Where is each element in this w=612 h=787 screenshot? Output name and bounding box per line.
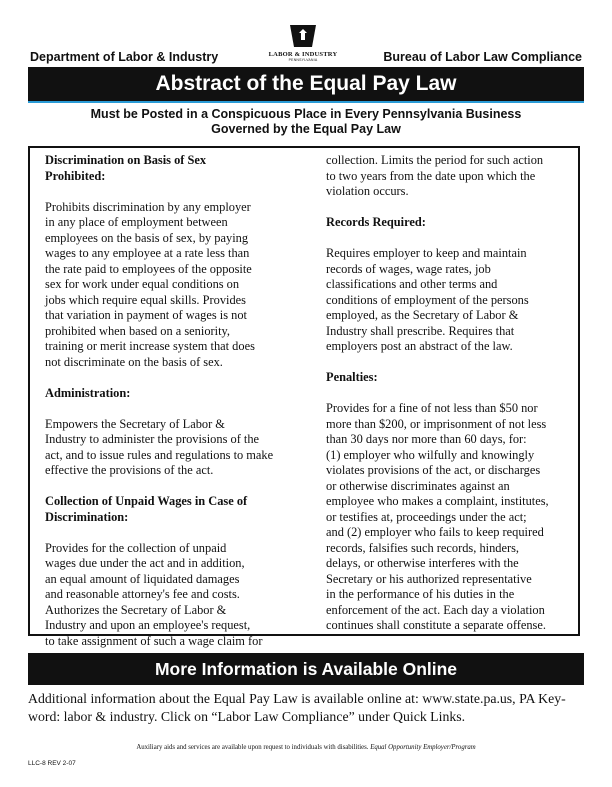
text-line: enforcement of the act. Each day a violation — [326, 602, 545, 617]
text-line: records of wages, wage rates, job — [326, 261, 491, 276]
text-line: or testifies at, proceedings under the act; — [326, 509, 527, 524]
department-name: Department of Labor & Industry — [30, 50, 219, 64]
online-info-line: word: labor & industry. Click on “Labor Law Compliance” under Quick Links. — [28, 709, 466, 724]
text-line: and (2) employer who fails to keep required — [326, 525, 544, 539]
text-line: classifications and other terms and — [326, 277, 498, 291]
text-line: Industry shall prescribe. Requires that — [326, 323, 515, 338]
text-line: Empowers the Secretary of Labor & — [45, 416, 225, 431]
text-line: employed, as the Secretary of Labor & — [326, 308, 519, 322]
posting-requirement — [28, 107, 584, 137]
section-heading: Discrimination on Basis of Sex — [45, 153, 207, 167]
text-line: Secretary or his authorized representative — [326, 571, 532, 586]
section-heading: Administration: — [45, 385, 131, 400]
bureau-name: Bureau of Labor Law Compliance — [383, 50, 582, 64]
accessibility-notice — [28, 744, 584, 751]
text-line: training or merit increase system that does — [45, 339, 255, 353]
text-line: more than $200, or imprisonment of not less — [326, 416, 547, 431]
text-line: or otherwise discriminates against an — [326, 478, 510, 493]
text-line: in the performance of his duties in the — [326, 587, 515, 601]
text-line: conditions of employment of the persons — [326, 292, 529, 307]
text-line: Provides for the collection of unpaid — [45, 540, 227, 555]
text-line: effective the provisions of the act. — [45, 463, 214, 477]
text-line: records, falsifies such records, hinders, — [326, 540, 520, 555]
text-line: an equal amount of liquidated damages — [45, 571, 240, 586]
text-line: violation occurs. — [326, 184, 409, 198]
section-heading: Collection of Unpaid Wages in Case of — [45, 494, 248, 508]
text-line: to take assignment of such a wage claim for — [45, 633, 263, 648]
text-line: act, and to issue rules and regulations to make — [45, 447, 274, 462]
labor-industry-logo — [268, 22, 338, 67]
posting-requirement-line: Must be Posted in a Conspicuous Place in Every Pennsylvania Business — [90, 107, 522, 121]
text-line: sex for work under equal conditions on — [45, 277, 240, 291]
text-line: prohibited when based on a seniority, — [45, 323, 231, 338]
text-line: (1) employer who wilfully and knowingly — [326, 447, 535, 462]
text-line: in any place of employment between — [45, 215, 228, 229]
text-line: Provides for a fine of not less than $50 nor — [326, 401, 538, 415]
text-line: violates provisions of the act, or discharges — [326, 463, 541, 477]
text-line: wages to any employee at a rate less than — [45, 246, 250, 260]
text-line: employees on the basis of sex, by paying — [45, 230, 249, 245]
text-line: than 30 days nor more than 60 days, for: — [326, 432, 527, 446]
online-info-text — [28, 690, 588, 726]
logo-subtext: PENNSYLVANIA — [288, 58, 318, 62]
text-line: Requires employer to keep and maintain — [326, 246, 527, 260]
posting-requirement-line: Governed by the Equal Pay Law — [211, 122, 401, 136]
text-line: collection. Limits the period for such action — [326, 153, 544, 167]
text-line: delays, or otherwise interferes with the — [326, 556, 519, 570]
section-heading: Prohibited: — [45, 168, 106, 183]
form-code: LLC-8 REV 2-07 — [28, 760, 76, 767]
section-heading: Penalties: — [326, 370, 378, 384]
more-info-heading: More Information is Available Online — [28, 653, 584, 685]
text-line: Industry and upon an employee's request, — [45, 618, 251, 632]
keystone-icon — [288, 22, 318, 50]
text-line: Authorizes the Secretary of Labor & — [45, 602, 227, 617]
logo-text: LABOR & INDUSTRY — [268, 51, 338, 58]
text-line: the rate paid to employees of the opposite — [45, 261, 252, 276]
abstract-box — [28, 146, 580, 648]
page-title: Abstract of the Equal Pay Law — [28, 67, 584, 101]
online-info-line: Additional information about the Equal Pay Law is available online at: www.state.pa.us, PA Key- — [28, 691, 566, 706]
text-line: wages due under the act and in addition, — [45, 556, 245, 570]
text-line: employers post an abstract of the law. — [326, 339, 513, 353]
right-column — [326, 153, 572, 634]
text-line: to two years from the date upon which the — [326, 168, 536, 183]
text-line: continues shall constitute a separate offense. — [326, 618, 546, 632]
eoe-text: Equal Opportunity Employer/Program — [370, 744, 476, 751]
left-column — [45, 153, 299, 649]
text-line: employee who makes a complaint, institutes, — [326, 494, 549, 508]
text-line: that variation in payment of wages is not — [45, 308, 247, 322]
text-line: not discriminate on the basis of sex. — [45, 354, 223, 369]
text-line: Prohibits discrimination by any employer — [45, 199, 251, 214]
title-underline — [28, 101, 584, 103]
section-heading: Discrimination: — [45, 509, 129, 524]
section-heading: Records Required: — [326, 215, 426, 229]
aux-aids-text: Auxiliary aids and services are available upon request to individuals with disabilities. — [136, 744, 369, 751]
text-line: Industry to administer the provisions of the — [45, 432, 260, 446]
text-line: jobs which require equal skills. Provides — [45, 292, 246, 307]
text-line: and reasonable attorney's fee and costs. — [45, 587, 240, 601]
